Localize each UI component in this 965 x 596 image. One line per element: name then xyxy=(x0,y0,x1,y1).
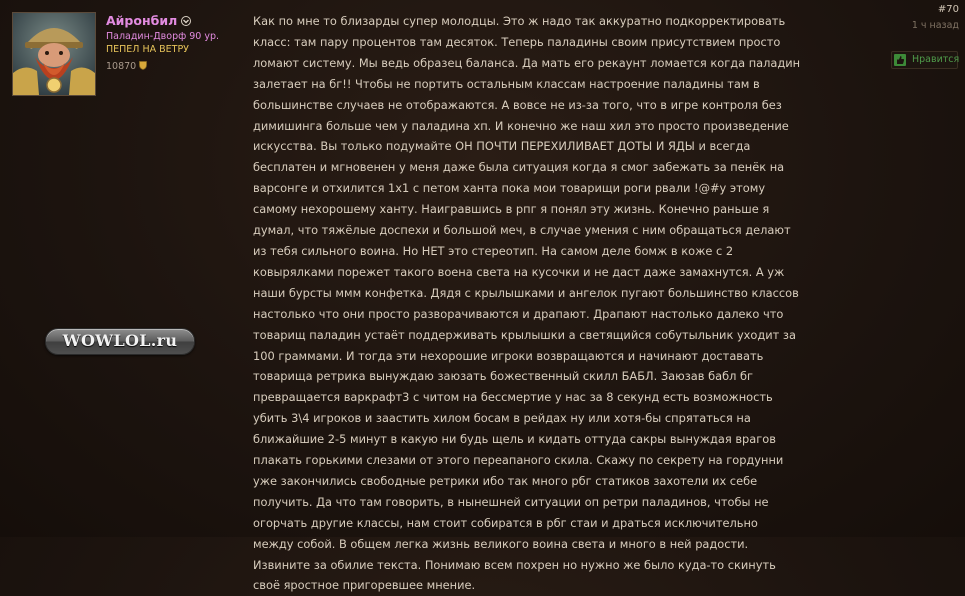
watermark-logo xyxy=(45,328,195,355)
watermark-logo-text: WOWLOL.ru xyxy=(62,331,178,350)
author-class-info: Паладин-Дворф 90 ур. xyxy=(106,31,220,42)
avatar-portrait-icon xyxy=(13,13,95,95)
author-name[interactable]: Айронбил xyxy=(106,13,178,28)
author-points-row xyxy=(106,61,147,72)
post-body xyxy=(253,11,801,596)
like-button-label: Нравится xyxy=(912,54,960,65)
author-points: 10870 xyxy=(106,61,137,72)
avatar[interactable] xyxy=(12,12,96,96)
author-guild[interactable]: ПЕПЕЛ НА ВЕТРУ xyxy=(106,44,189,55)
shield-icon xyxy=(139,61,147,70)
thumbs-up-icon xyxy=(894,54,906,66)
post-number[interactable]: #70 xyxy=(937,4,959,15)
post-paragraph: Извините за обилие текста. Понимаю всем похрен но нужно же было куда-то скинуть своё яростное пригоревшее мнение. xyxy=(253,557,776,593)
post-timestamp: 1 ч назад xyxy=(911,20,959,31)
like-button[interactable] xyxy=(891,51,958,69)
post-paragraph: Как по мне то близарды супер молодцы. Это ж надо так аккуратно подкорректировать класс: там пару процентов там десяток. Теперь паладины своим присутствием просто ломают систему. Мы ведь образец баланса. Да мать его рекаунт ломается когда паладин залетает на бг!! Чтобы не портить остальным классам настроение паладины там в большинстве случаев не отображаются. А вовсе не из-за того, что в игре контроля без димишинга больше чем у паладина хп. И конечно же наш хил это просто произведение искусства. Вы только подумайте ОН ПОЧТИ ПЕРЕХИЛИВАЕТ ДОТЫ И ЯДЫ и всегда бесплатен и мгновенен у меня даже была ситуация когда я смог забежать за пенёк на варсонге и отхилится 1x1 с петом ханта пока мои товарищи роги рвали !@#у этому самому нехорошему ханту. Наигравшись в рпг я понял эту жизнь. Конечно раньше я думал, что тяжёлые доспехи и большой меч, в случае умения с ним обращаться делают из тебя сильного воина. Но НЕТ это стереотип. На самом деле бомж в коже с 2 ковырялками порежет такого воена света на кусочки и не даст даже замахнутся. А уж наши бурсты ммм конфетка. Дядя с крылышками и ангелок пугают большинство классов настолько что они просто разворачиваются и драпают. Драпают настолько далеко что товарищ паладин устаёт поддерживать крылышки а светящийся собутыльник уходит за 100 граммами. И тогда эти нехорошие игроки возвращаются и начинают доставать товарища ретрика вынуждаю заюзать божественный скилл БАБЛ. Заюзав бабл бг превращается варкрафт3 с читом на бессмертие у нас за 8 секунд есть возможность убить 3\4 игроков и заастить хилом босам в рейдах ну или хотя-бы спрятаться на ближайшие 2-5 минут в какую ни будь щель и кидать оттуда сакры вынуждая врагов плакать горькими слезами от этого переапаного скила. Скажу по секрету на гордунни уже закончились свободные ретрики ибо так много рбг статиков захотели их себе получить. Да что там говорить, в нынешней ситуации оп ретри паладинов, чтобы не огорчать другие классы, нам стоит собиратся в рбг стаи и драться исключительно между собой. В общем легка жизнь великого воина света и много в ней радости. xyxy=(253,14,801,551)
author-name-row xyxy=(106,12,191,29)
chevron-down-icon[interactable] xyxy=(181,13,191,23)
